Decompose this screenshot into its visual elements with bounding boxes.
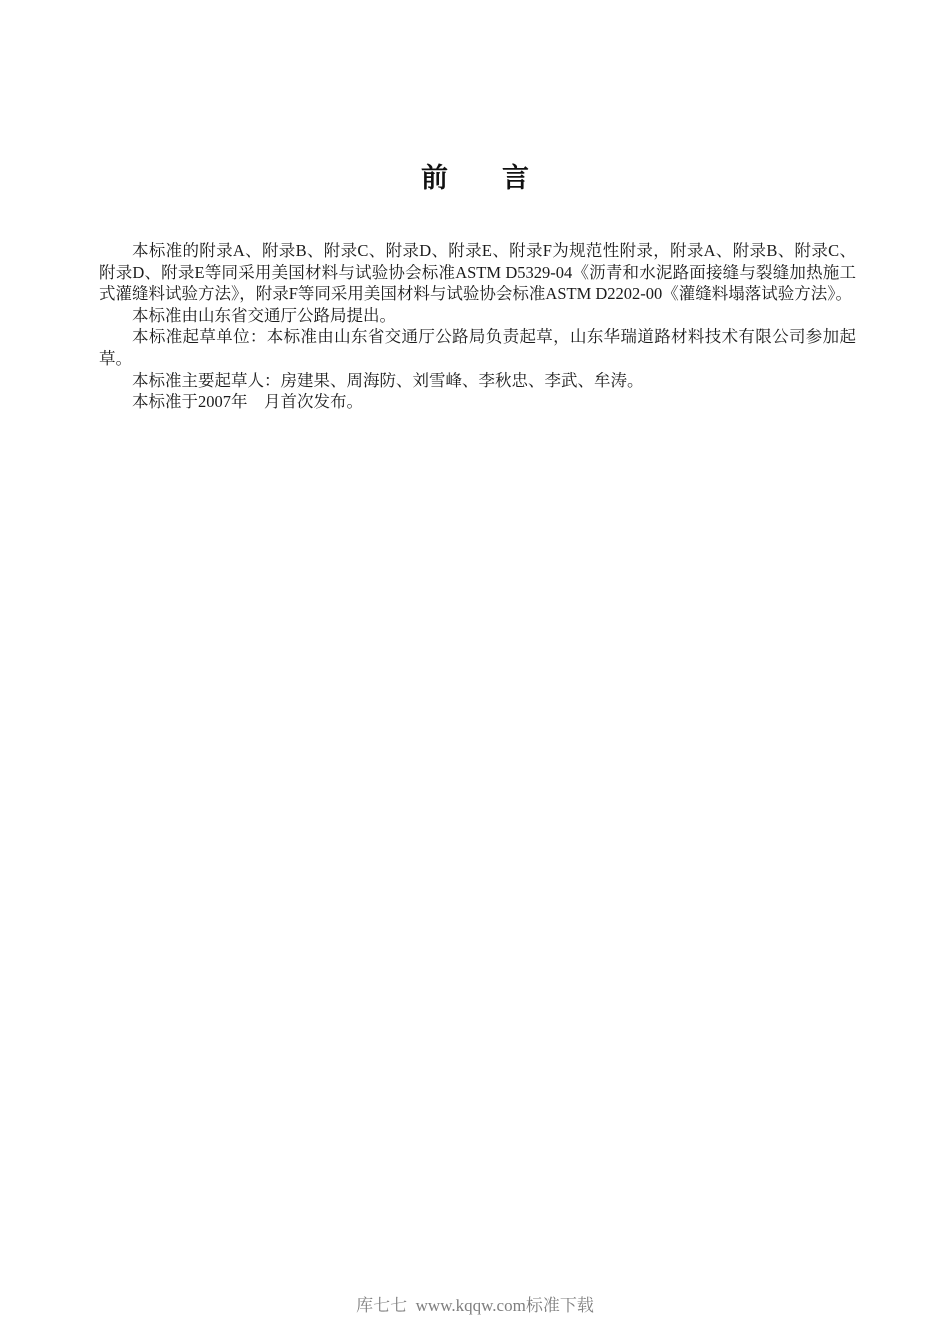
page-title: 前 言	[421, 163, 529, 193]
footer-watermark: 库七七 www.kqqw.com标准下载	[356, 1296, 594, 1315]
paragraph-publication-date: 本标准于2007年 月首次发布。	[132, 392, 363, 412]
paragraph-drafters: 本标准主要起草人：房建果、周海防、刘雪峰、李秋忠、李武、牟涛。	[132, 370, 644, 390]
document-body	[99, 240, 856, 413]
paragraph-appendix-scope: 本标准的附录A、附录B、附录C、附录D、附录E、附录F为规范性附录，附录A、附录B、附录C、附录D、附录E等同采用美国材料与试验协会标准ASTM D5329-04《沥青和水泥路面接缝与裂缝加热施工式灌缝料试验方法》，附录F等同采用美国材料与试验协会标准ASTM D2202-00《灌缝料塌落试验方法》。	[99, 241, 856, 304]
paragraph-proposed-by: 本标准由山东省交通厅公路局提出。	[132, 305, 396, 325]
paragraph-drafting-units: 本标准起草单位：本标准由山东省交通厅公路局负责起草，山东华瑞道路材料技术有限公司参加起草。	[99, 327, 856, 368]
